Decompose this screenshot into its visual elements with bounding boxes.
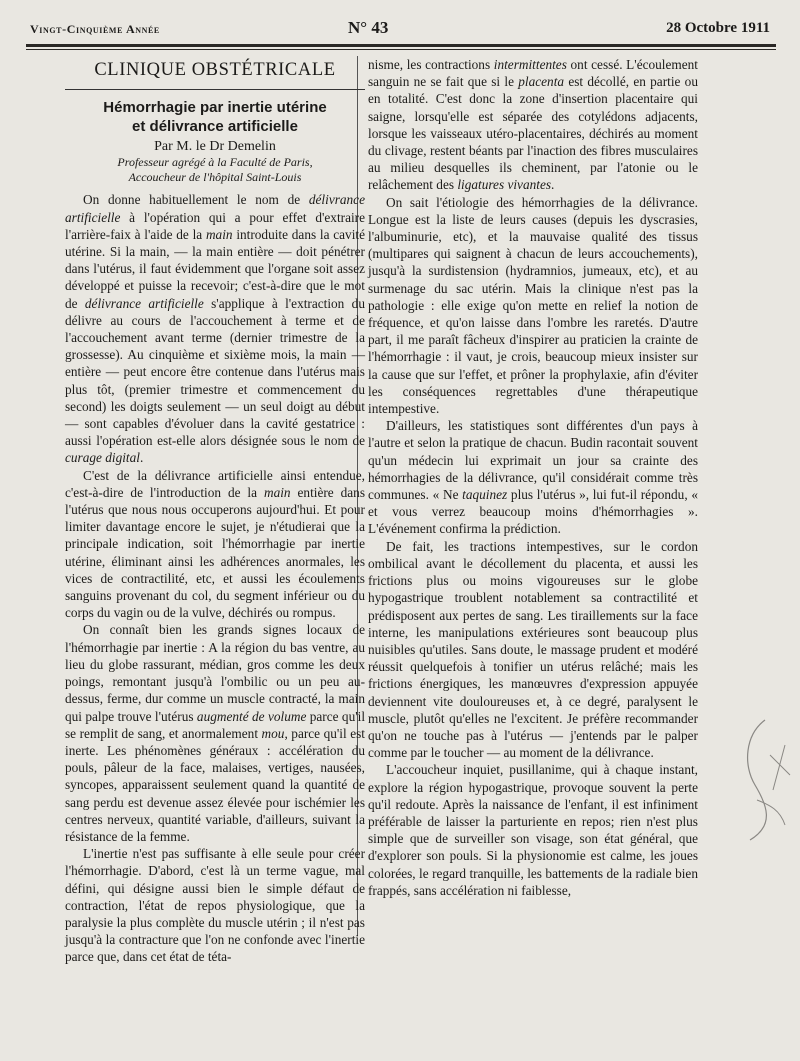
- article-title-line-2: et délivrance artificielle: [132, 118, 298, 136]
- text-run: On sait l'étiologie des hémorrhagies de la délivrance. Longue est la liste de leurs causes (depuis les dyscrasies, l'albuminurie, etc), et la mauvaise qualité des tissus (multipares qui saignent à chacun de leurs accouchements), jusqu'à la surdistension (hydramnios, jumeaux, etc), et au surmenage du sac utérin. Mais la clinique n'est pas la pathologie : elle exige qu'on mette en relief la notion de fréquence, et qu'on laisse dans l'ombre les raretés. D'autre part, il me paraît fâcheux d'inspirer au praticien la crainte de l'hémorrhagie : il vaut, je crois, beaucoup mieux insister sur la cause que sur l'effet, et prôner la prophylaxie, afin d'éviter les conséquences regrettables d'une thérapeutique intempestive.: [368, 194, 698, 417]
- text-run: s'applique à l'extraction du délivre au cours de l'accouchement à terme et de l'accouchement avant terme (dernier trimestre de la grossesse). Au cinquième et sixième mois, la main — entière — peut encore être contenue dans l'utérus mais plus tôt, (premier trimestre et commencement du second) les doigts seulement — un seul doigt au début — sont capables d'évoluer dans la cavité gestatrice : aussi l'opération est-elle alors désignée sous le nom de: [65, 295, 365, 449]
- paragraph: [65, 845, 365, 965]
- italic-run: mou: [261, 725, 285, 741]
- text-run: , parce qu'il est inerte. Les phénomènes généraux : accélération du pouls, pâleur de la face, malaises, vertiges, nausées, syncopes, apparaissent seulement quand la quantité de sang perdu est devenue assez élevée pour ischémier les centres nerveux, quantité variable, d'ailleurs, suivant la résistance de la femme.: [65, 725, 365, 844]
- section-rule: [65, 89, 365, 90]
- italic-run: augmenté de volume: [196, 708, 307, 724]
- text-run: entière dans l'utérus que nous nous occuperons aujourd'hui. Et pour limiter davantage encore le sujet, je n'étudierai que la principale indication, soit l'hémorrhagie par inertie utérine, éliminant ainsi les adhérences anormales, les vices de contractilité, etc, et aussi les écoulements sanguins provenant du col, du segment inférieur ou du corps du vagin ou de la vulve, déchirés ou rompus.: [65, 484, 365, 621]
- column-right: [368, 56, 698, 899]
- header-year: Vingt-Cinquième Année: [30, 22, 160, 36]
- paragraph: [368, 56, 698, 194]
- italic-run: curage digital: [65, 450, 140, 466]
- header-rule-thick: [26, 44, 776, 47]
- page-header: [30, 14, 770, 44]
- section-title: CLINIQUE OBSTÉTRICALE: [94, 60, 336, 80]
- text-run: C'est de la délivrance artificielle ainsi entendue, c'est-à-dire de l'introduction de la: [65, 467, 365, 500]
- text-run: nisme, les contractions: [368, 57, 494, 72]
- article-title: [65, 98, 365, 136]
- margin-pencil-scribble: [735, 715, 795, 845]
- header-issue-number: N° 43: [348, 18, 389, 37]
- italic-run: ligatures vivantes: [457, 177, 552, 193]
- header-rule-thin: [26, 49, 776, 50]
- affiliation-line-2: Accoucheur de l'hôpital Saint-Louis: [128, 170, 302, 185]
- text-run: introduite dans la cavité utérine. Si la main, — la main entière — doit pénétrer dans l'utérus, il faut évidemment que l'organe soit assez développé et puisse la recevoir; c'est-à-dire que le mot de: [65, 226, 366, 311]
- paragraph: [368, 194, 698, 418]
- text-run: est décollé, en partie ou en totalité. C'est donc la zone d'insertion placentaire qui saigne, lorsqu'elle est séparée des cotylédons adjacents, lorsque les vaisseaux utéro-placentaires, déchirés au moment du clivage, restent béants par l'inaction des fibres musculaires au milieu desquelles ils cheminent, par l'atonie ou le relâchement des: [368, 74, 698, 193]
- italic-run: main: [263, 484, 291, 500]
- italic-run: placenta: [518, 74, 565, 90]
- text-run: .: [551, 177, 555, 193]
- article-title-line-1: Hémorrhagie par inertie utérine: [103, 99, 327, 117]
- text-run: De fait, les tractions intempestives, sur le cordon ombilical avant le décollement du placenta, et aussi les frictions plus ou moins vigoureuses sur le globe hypogastrique troublent notablement sa contractilité et prédisposent aux pertes de sang. Les tiraillements sur la face interne, les manipulations extérieures sont beaucoup plus nuisibles qu'utiles. Sans doute, le massage prudent et modéré réussit quelquefois à tonifier un utérus relâché; mais les frictions énergiques, les manœuvres d'expression appuyée deviennent vite douloureuses et, à ce degré, paralysent le muscle, plutôt qu'elles ne l'excitent. Je préfère recommander qu'on ne touche pas à l'utérus — j'entends par le palper comme par le toucher — au moment de la délivrance.: [368, 538, 698, 761]
- paragraph: [368, 538, 698, 762]
- affiliation-line-1: Professeur agrégé à la Faculté de Paris,: [117, 155, 313, 170]
- text-run: L'inertie n'est pas suffisante à elle seule pour créer l'hémorrhagie. D'abord, c'est là un terme vague, mal défini, qui désigne aussi bien le simple défaut de contraction, l'état de repos physiologique, que la paralysie la plus complète du muscle utérin ; il n'est pas jusqu'à la contracture que l'on ne confonde avec l'inertie parce que, dans cet état de téta-: [65, 846, 365, 965]
- text-run: On donne habituellement le nom de: [83, 192, 309, 208]
- paragraph: [65, 191, 365, 466]
- paragraph: [65, 621, 365, 845]
- text-run: ont cessé. L'écoulement sanguin ne se fait que si le: [368, 57, 698, 90]
- italic-run: intermittentes: [493, 57, 567, 72]
- italic-run: main: [205, 226, 233, 242]
- text-run: parce qu'il se remplit de sang, et anormalement: [65, 708, 366, 741]
- text-run: L'accoucheur inquiet, pusillanime, qui à chaque instant, explore la région hypogastrique, provoque souvent la perte qu'il redoute. Après la naissance de l'enfant, il est infiniment préférable de laisser la parturiente en repos; rien n'est plus simple que de surveiller son visage, son état général, que d'explorer son pouls. Si la physionomie est calme, les joues colorées, le regard tranquille, les battements de la radiale bien frappés, sans accélération ni faiblesse,: [368, 762, 698, 898]
- text-run: à l'opération qui a pour effet d'extraire l'arrière-faix à l'aide de la: [65, 209, 365, 242]
- author-affiliation: [65, 155, 365, 185]
- paragraph: [65, 467, 365, 622]
- italic-run: taquinez: [462, 487, 508, 503]
- header-date: 28 Octobre 1911: [666, 20, 770, 36]
- paragraph: [368, 761, 698, 899]
- text-run: D'ailleurs, les statistiques sont différentes d'un pays à l'autre et selon la pratique de chacun. Budin racontait souvent qu'un médecin lui exprimait un jour sa crainte des hémorrhagies de la délivrance, qu'il considérait comme très communes. « Ne: [368, 418, 698, 503]
- italic-run: délivrance artificielle: [65, 192, 365, 225]
- article-byline: Par M. le Dr Demelin: [154, 139, 276, 155]
- text-run: On connaît bien les grands signes locaux de l'hémorrhagie par inertie : A la région du bas ventre, au lieu du globe rassurant, médian, gros comme les deux poings, remontant jusqu'à l'ombilic ou un peu au-dessus, ferme, dur comme un muscle contracté, la main qui palpe trouve l'utérus: [65, 622, 365, 724]
- paragraph: [368, 417, 698, 537]
- text-run: .: [139, 450, 144, 466]
- column-left: [65, 56, 365, 966]
- italic-run: délivrance artificielle: [84, 295, 204, 311]
- text-run: plus l'utérus », lui fut-il répondu, « et vous verrez beaucoup moins d'hémorrhagies ». L'événement confirma la prédiction.: [368, 487, 698, 537]
